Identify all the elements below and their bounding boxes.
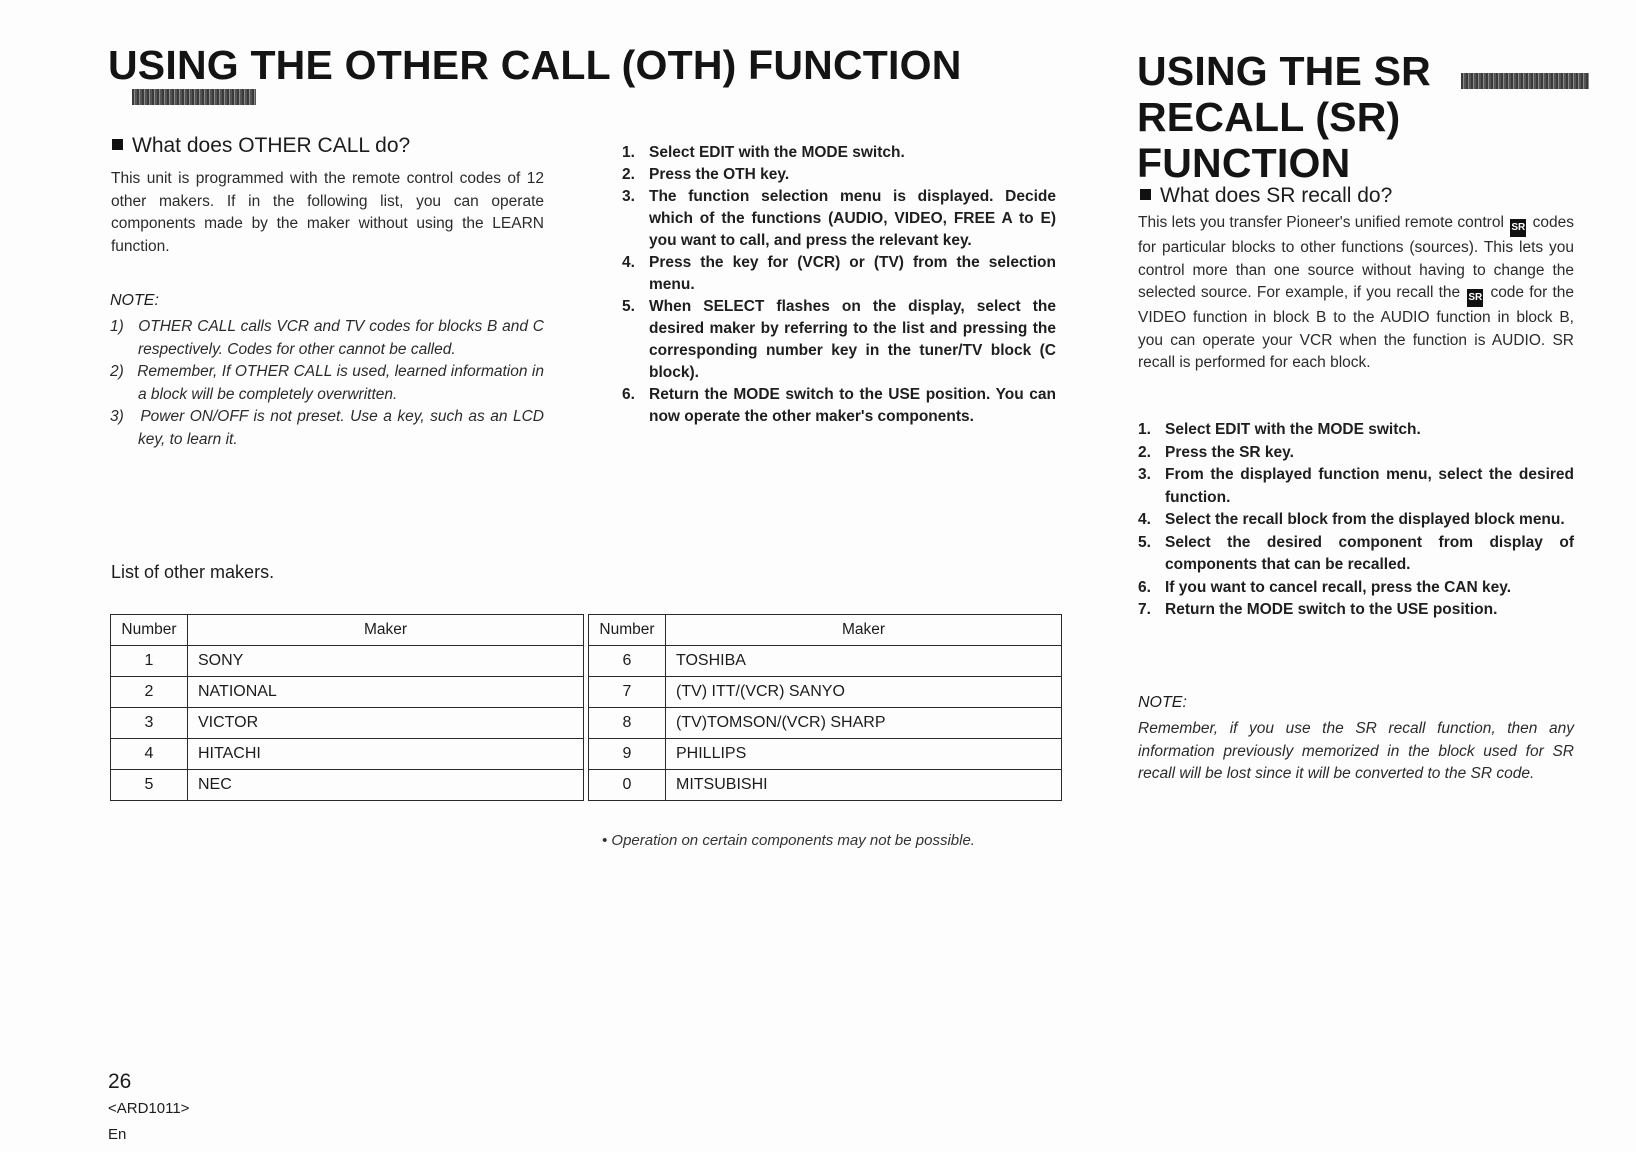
col-number-header: Number [589, 615, 666, 646]
table-row: 3 VICTOR [111, 708, 584, 739]
makers-table-right [588, 614, 1062, 801]
sr-steps [1138, 419, 1574, 622]
oth-intro: This unit is programmed with the remote control codes of 12 other makers. If in the following list, you can operate components made by the maker without using the LEARN function. [111, 170, 544, 255]
oth-step: 6. Return the MODE switch to the USE position. You can now operate the other maker's components. [622, 386, 1056, 425]
oth-steps [622, 142, 1056, 428]
oth-notes [110, 316, 544, 451]
sr-title-block [1137, 48, 1607, 186]
oth-note-item: 2) Remember, If OTHER CALL is used, learned information in a block will be completely overwritten. [110, 363, 545, 403]
sr-intro: This lets you transfer Pioneer's unified remote control SR codes for particular blocks to other functions (sources). This lets you control more than one source without having to change the selected source. For example, if you recall the SR code for the VIDEO function in block B to the AUDIO function in block B, you can operate your VCR when the function is AUDIO. SR recall is performed for each block. [1138, 214, 1574, 371]
document-code: <ARD1011> [108, 1100, 190, 1117]
title-bar-decoration [132, 89, 256, 105]
makers-table [110, 614, 1062, 801]
makers-list-title: List of other makers. [111, 562, 275, 582]
sr-note-label: NOTE: [1138, 694, 1187, 711]
oth-step: 2. Press the OTH key. [622, 166, 790, 183]
oth-subheading: What does OTHER CALL do? [112, 134, 410, 158]
bullet-square-icon [1140, 189, 1151, 200]
sr-step: 1. Select EDIT with the MODE switch. [1138, 421, 1421, 438]
oth-step: 1. Select EDIT with the MODE switch. [622, 144, 905, 161]
page-title-sr-line1: USING THE SR [1137, 48, 1431, 94]
oth-step: 5. When SELECT flashes on the display, select the desired maker by referring to the list and pressing the corresponding number key in the tuner/TV block (C block). [622, 298, 1056, 381]
sr-badge-icon: SR [1467, 289, 1483, 307]
sr-step: 3. From the displayed function menu, select the desired function. [1138, 466, 1574, 506]
title-bar-decoration [1461, 73, 1589, 89]
sr-step: 4. Select the recall block from the displayed block menu. [1138, 511, 1565, 528]
sr-step: 2. Press the SR key. [1138, 443, 1294, 461]
sr-step: 7. Return the MODE switch to the USE position. [1138, 601, 1498, 618]
page-title-sr-line2: RECALL (SR) FUNCTION [1137, 94, 1401, 186]
makers-table-left [110, 614, 584, 801]
oth-note-label: NOTE: [110, 292, 159, 309]
sr-step: 5. Select the desired component from display of components that can be recalled. [1138, 533, 1574, 573]
language-code: En [108, 1126, 127, 1143]
sr-note: Remember, if you use the SR recall function, then any information previously memorized in the block used for SR recall will be lost since it will be converted to the SR code. [1138, 720, 1574, 782]
table-row: 1 SONY [111, 646, 584, 677]
oth-note-item: 1) OTHER CALL calls VCR and TV codes for blocks B and C respectively. Codes for other cannot be called. [110, 318, 544, 358]
col-maker-header: Maker [666, 615, 1062, 646]
table-row: 8 (TV)TOMSON/(VCR) SHARP [589, 708, 1062, 739]
table-row: 7 (TV) ITT/(VCR) SANYO [589, 677, 1062, 708]
table-row: 5 NEC [111, 770, 584, 801]
table-footnote: • Operation on certain components may not be possible. [602, 832, 975, 849]
oth-title-row [108, 42, 1058, 106]
oth-note-item: 3) Power ON/OFF is not preset. Use a key, such as an LCD key, to learn it. [110, 408, 544, 448]
sr-badge-icon: SR [1510, 219, 1526, 237]
table-row: 6 TOSHIBA [589, 646, 1062, 677]
sr-subheading: What does SR recall do? [1140, 184, 1392, 208]
page-title-oth: USING THE OTHER CALL (OTH) FUNCTION [108, 42, 962, 88]
col-maker-header: Maker [188, 615, 584, 646]
col-number-header: Number [111, 615, 188, 646]
oth-step: 3. The function selection menu is displayed. Decide which of the functions (AUDIO, VIDEO, FREE A to E) you want to call, and press the relevant key. [622, 188, 1056, 249]
table-row: 0 MITSUBISHI [589, 770, 1062, 801]
table-row: 4 HITACHI [111, 739, 584, 770]
sr-step: 6. If you want to cancel recall, press the CAN key. [1138, 578, 1511, 596]
oth-step: 4. Press the key for (VCR) or (TV) from the selection menu. [622, 254, 1056, 293]
table-row: 2 NATIONAL [111, 677, 584, 708]
page-number: 26 [108, 1070, 132, 1093]
table-row: 9 PHILLIPS [589, 739, 1062, 770]
bullet-square-icon [112, 139, 123, 150]
